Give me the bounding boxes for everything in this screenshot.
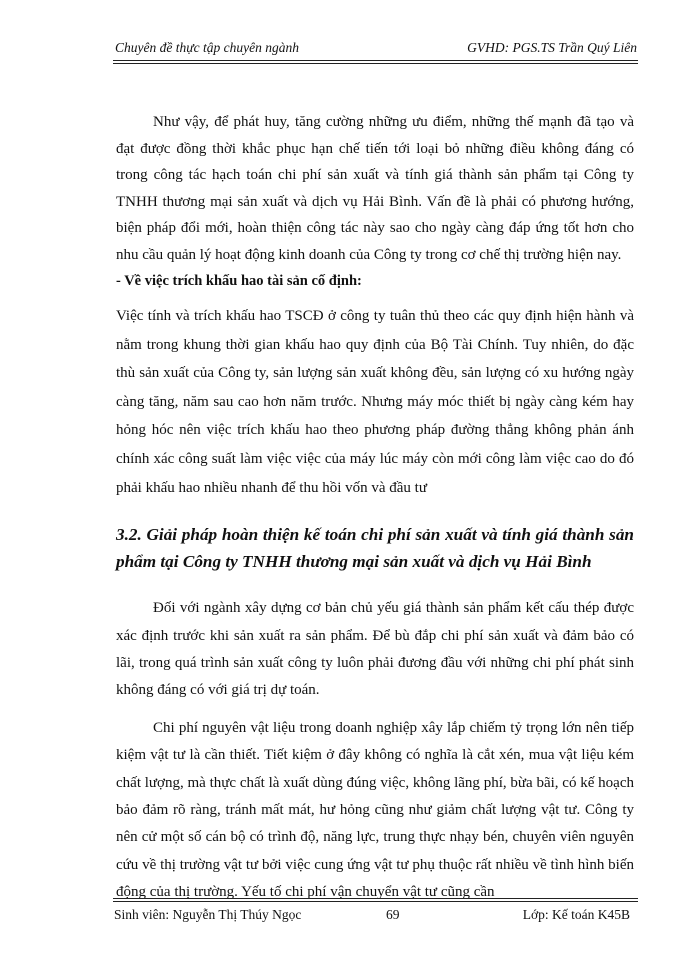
paragraph-depreciation: Việc tính và trích khấu hao TSCĐ ở công ty tuân thủ theo các quy định hiện hành và nằm trong khung thời gian khấu hao quy định của Bộ Tài Chính. Tuy nhiên, do đặc thù sản xuất của Công ty, sản lượng sản xuất không đều, sản lượng có xu hướng ngày càng tăng, năm sau cao hơn năm trước. Nhưng máy móc thiết bị ngày càng kém hay hỏng hóc nên việc trích khấu hao theo phương pháp đường thẳng không phản ánh chính xác công suất làm việc việc của máy lúc máy còn mới công làm việc cao do đó phải khấu hao nhiều nhanh để thu hồi vốn và đầu tư <box>116 308 634 496</box>
footer-divider <box>113 898 638 902</box>
paragraph-material-cost: Chi phí nguyên vật liệu trong doanh nghiệp xây lắp chiếm tỷ trọng lớn nên tiếp kiệm vật tư là cần thiết. Tiết kiệm ở đây không có nghĩa là cắt xén, mua vật liệu kém chất lượng, mà thực chất là xuất dùng đúng việc, không lãng phí, bừa bãi, có kế hoạch bảo đảm rõ ràng, tránh mất mát, hư hỏng cũng như giảm chất lượng vật tư. Công ty nên cử một số cán bộ có trình độ, năng lực, trung thực nhạy bén, chuyên viên nguyên cứu về thị trường vật tư bởi việc cung ứng vật tư phụ thuộc rất nhiều về tình hình biến động của thị trường. Yếu tố chi phí vận chuyển vật tư cũng cần <box>116 719 634 901</box>
header-supervisor: GVHD: PGS.TS Trần Quý Liên <box>467 40 637 55</box>
footer-page-number: 69 <box>386 907 400 922</box>
footer-class: Lớp: Kế toán K45B <box>522 907 630 922</box>
header-divider <box>113 60 638 64</box>
section-heading-3-2: 3.2. Giải pháp hoàn thiện kế toán chi phí sản xuất và tính giá thành sản phẩm tại Công ty TNHH thương mại sản xuất và dịch vụ Hải Bình <box>116 525 634 572</box>
paragraph-construction-cost: Đối với ngành xây dựng cơ bản chủ yếu giá thành sản phẩm kết cấu thép được xác định trước khi sản xuất ra sản phẩm. Để bù đắp chi phí sản xuất và đảm bảo có lãi, trong quá trình sản xuất công ty luôn phải đương đầu với những chi phí phát sinh không đáng có với giá trị dự toán. <box>116 600 634 699</box>
document-body <box>116 109 634 907</box>
header-course-title: Chuyên đề thực tập chuyên ngành <box>115 40 299 55</box>
footer-student-name: Sinh viên: Nguyễn Thị Thúy Ngọc <box>114 907 302 922</box>
sub-heading-depreciation: - Về việc trích khấu hao tài sản cố định: <box>116 273 362 289</box>
paragraph-conclusion: Như vậy, để phát huy, tăng cường những ưu điểm, những thế mạnh đã tạo và đạt được đồng thời khắc phục hạn chế tiến tới loại bỏ những điều không đáng có trong công tác hạch toán chi phí sản xuất và tính giá thành sản phẩm tại Công ty TNHH thương mại sản xuất và dịch vụ Hải Bình. Vấn đề là phải có phương hướng, biện pháp đổi mới, hoàn thiện công tác này sao cho ngày càng đáp ứng tốt hơn cho nhu cầu quản lý hoạt động kinh doanh của Công ty trong cơ chế thị trường hiện nay. <box>116 114 634 263</box>
